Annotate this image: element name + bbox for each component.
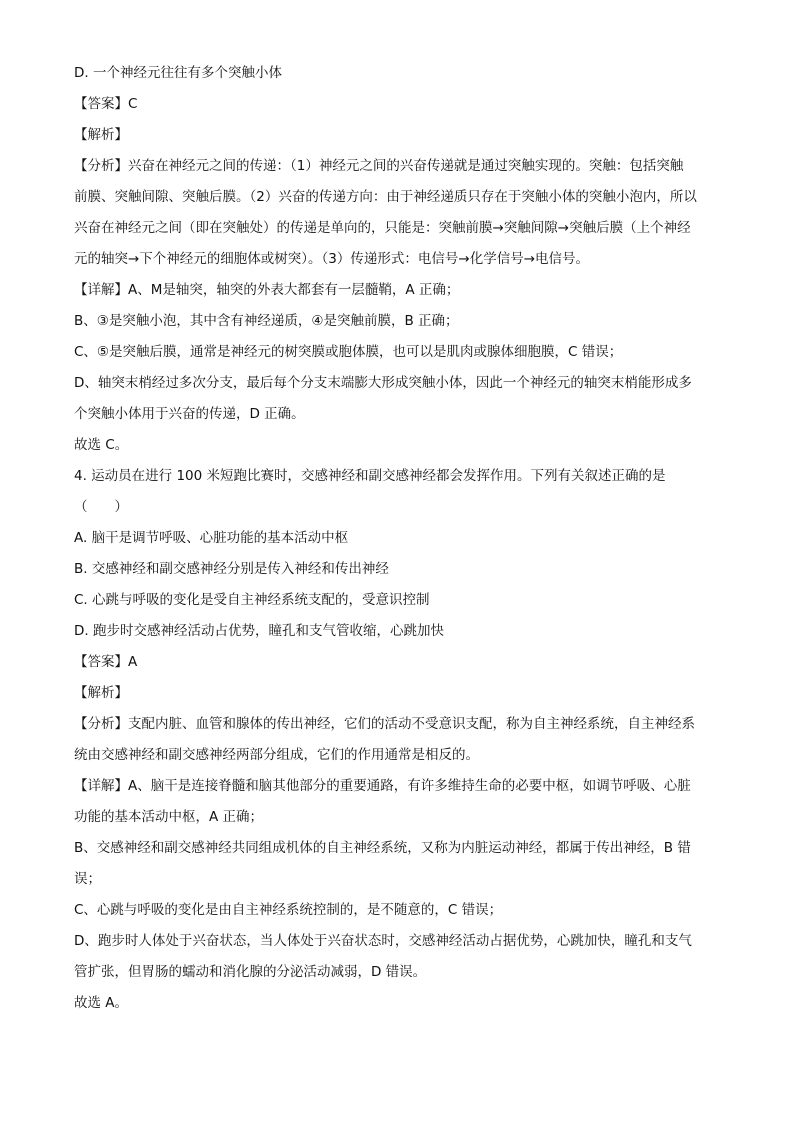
q4-detail-b-line: 误； — [74, 871, 101, 887]
q3-detail-d-line: 个突触小体用于兴奋的传递，D 正确。 — [74, 406, 305, 422]
q4-analysis-heading: 【解析】 — [74, 685, 128, 701]
q3-analysis-line: 兴奋在神经元之间（即在突触处）的传递是单向的，只能是：突触前膜→突触间隙→突触后膜（上个神经 — [74, 220, 691, 236]
q4-analysis-paragraph — [74, 713, 720, 766]
q3-analysis-line: 【分析】兴奋在神经元之间的传递：（1）神经元之间的兴奋传递就是通过突触实现的。突触：包括突触 — [74, 158, 684, 174]
q3-detail-a: 【详解】A、M是轴突，轴突的外表大都套有一层髓鞘，A 正确； — [74, 282, 460, 298]
q3-option-d: D. 一个神经元往往有多个突触小体 — [74, 65, 282, 81]
q3-answer: 【答案】C — [74, 96, 138, 112]
q4-detail-a-line: 功能的基本活动中枢，A 正确； — [74, 809, 264, 825]
q4-conclusion: 故选 A。 — [74, 995, 129, 1011]
q3-analysis-line: 前膜、突触间隙、突触后膜。（2）兴奋的传递方向：由于神经递质只存在于突触小体的突触小泡内，所以 — [74, 189, 697, 205]
q4-option-a: A. 脑干是调节呼吸、心脏功能的基本活动中枢 — [74, 530, 349, 546]
q4-detail-d-line: 管扩张，但胃肠的蠕动和消化腺的分泌活动减弱，D 错误。 — [74, 964, 427, 980]
q3-analysis-heading: 【解析】 — [74, 127, 128, 143]
q4-stem-line: （ ） — [74, 499, 128, 515]
q4-analysis-line: 【分析】支配内脏、血管和腺体的传出神经，它们的活动不受意识支配，称为自主神经系统，自主神经系 — [74, 716, 695, 732]
q4-detail-a — [74, 775, 720, 828]
q4-detail-d-line: D、跑步时人体处于兴奋状态，当人体处于兴奋状态时，交感神经活动占据优势，心跳加快，瞳孔和支气 — [74, 933, 692, 949]
q3-detail-d-line: D、轴突末梢经过多次分支，最后每个分支末端膨大形成突触小体，因此一个神经元的轴突末梢能形成多 — [74, 375, 692, 391]
q4-detail-a-line: 【详解】A、脑干是连接脊髓和脑其他部分的重要通路，有许多维持生命的必要中枢，如调节呼吸、心脏 — [74, 778, 691, 794]
document-page — [74, 62, 720, 1023]
q4-detail-d — [74, 930, 720, 983]
q3-detail-c: C、⑤是突触后膜，通常是神经元的树突膜或胞体膜，也可以是肌肉或腺体细胞膜，C 错误； — [74, 344, 623, 360]
q3-detail-b: B、③是突触小泡，其中含有神经递质，④是突触前膜，B 正确； — [74, 313, 459, 329]
q4-detail-b — [74, 837, 720, 890]
q4-analysis-line: 统由交感神经和副交感神经两部分组成，它们的作用通常是相反的。 — [74, 747, 479, 763]
q4-option-c: C. 心跳与呼吸的变化是受自主神经系统支配的，受意识控制 — [74, 592, 430, 608]
q4-option-d: D. 跑步时交感神经活动占优势，瞳孔和支气管收缩，心跳加快 — [74, 623, 444, 639]
q3-analysis-paragraph — [74, 155, 720, 270]
q3-detail-d — [74, 372, 720, 425]
q4-detail-b-line: B、交感神经和副交感神经共同组成机体的自主神经系统，又称为内脏运动神经，都属于传出神经，B 错 — [74, 840, 691, 856]
q4-stem-line: 4. 运动员在进行 100 米短跑比赛时，交感神经和副交感神经都会发挥作用。下列有关叙述正确的是 — [74, 468, 666, 484]
q3-conclusion: 故选 C。 — [74, 437, 129, 453]
q3-analysis-line: 元的轴突→下个神经元的细胞体或树突）。（3）传递形式：电信号→化学信号→电信号。 — [74, 251, 590, 267]
q4-option-b: B. 交感神经和副交感神经分别是传入神经和传出神经 — [74, 561, 389, 577]
q4-detail-c: C、心跳与呼吸的变化是由自主神经系统控制的，是不随意的，C 错误； — [74, 902, 503, 918]
q4-answer: 【答案】A — [74, 654, 138, 670]
q4-stem — [74, 465, 720, 518]
